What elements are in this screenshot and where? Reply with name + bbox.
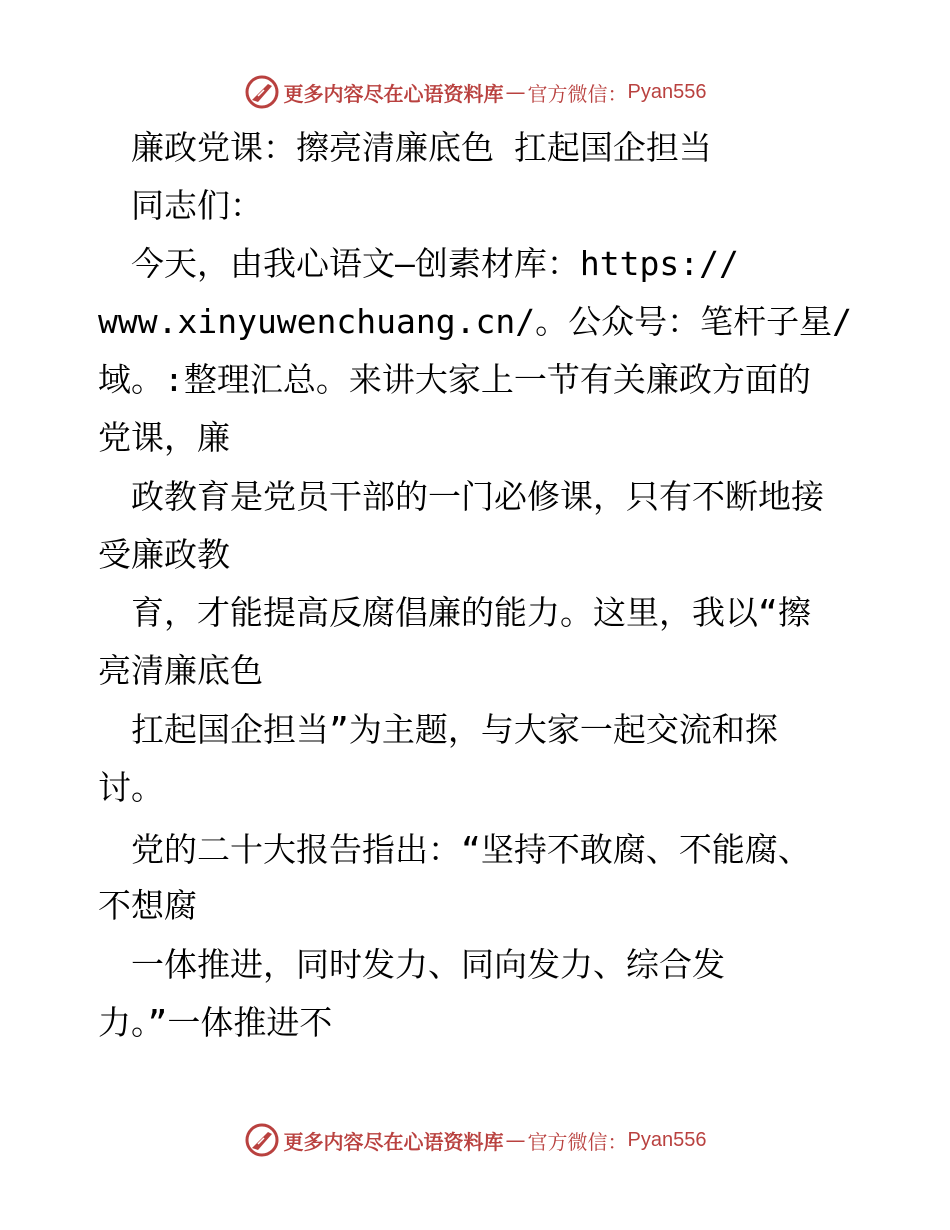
footer-banner-text: 更多内容尽在心语资料库 xyxy=(283,1129,504,1154)
text-line: www.xinyuwenchuang.cn/。公众号：笔杆子星/ xyxy=(98,302,852,341)
text-line: 政教育是党员干部的一门必修课，只有不断地接 xyxy=(98,477,824,516)
text-line: 亮清廉底色 xyxy=(98,651,263,690)
header-wechat-id: Pyan556 xyxy=(627,80,707,103)
footer-wechat-id: Pyan556 xyxy=(627,1128,707,1151)
header-banner xyxy=(0,70,950,114)
text-line: 域。:整理汇总。来讲大家上一节有关廉政方面的 xyxy=(98,360,811,399)
quill-logo-icon xyxy=(244,1122,280,1158)
header-banner-text: 更多内容尽在心语资料库 xyxy=(283,81,504,106)
text-line: 力。”一体推进不 xyxy=(98,1003,333,1042)
quill-logo-icon xyxy=(244,74,280,110)
text-line: 同志们： xyxy=(98,186,263,225)
header-banner-separator: — xyxy=(505,80,526,104)
text-line: 扛起国企担当”为主题，与大家一起交流和探 xyxy=(98,710,778,749)
footer-banner-separator: — xyxy=(505,1128,526,1152)
text-line: 党课，廉 xyxy=(98,418,230,457)
text-line: 廉政党课：擦亮清廉底色 扛起国企担当 xyxy=(98,128,712,167)
header-wechat-label: 官方微信： xyxy=(527,81,628,106)
footer-wechat-label: 官方微信： xyxy=(527,1129,628,1154)
text-line: 今天，由我心语文—创素材库：https:// xyxy=(98,244,739,283)
footer-banner xyxy=(0,1118,950,1162)
text-line: 一体推进，同时发力、同向发力、综合发 xyxy=(98,945,725,984)
text-line: 受廉政教 xyxy=(98,535,230,574)
text-line: 不想腐 xyxy=(98,886,197,925)
text-line: 讨。 xyxy=(98,768,164,807)
text-line: 党的二十大报告指出：“坚持不敢腐、不能腐、 xyxy=(98,830,811,869)
text-line: 育，才能提高反腐倡廉的能力。这里，我以“擦 xyxy=(98,593,811,632)
